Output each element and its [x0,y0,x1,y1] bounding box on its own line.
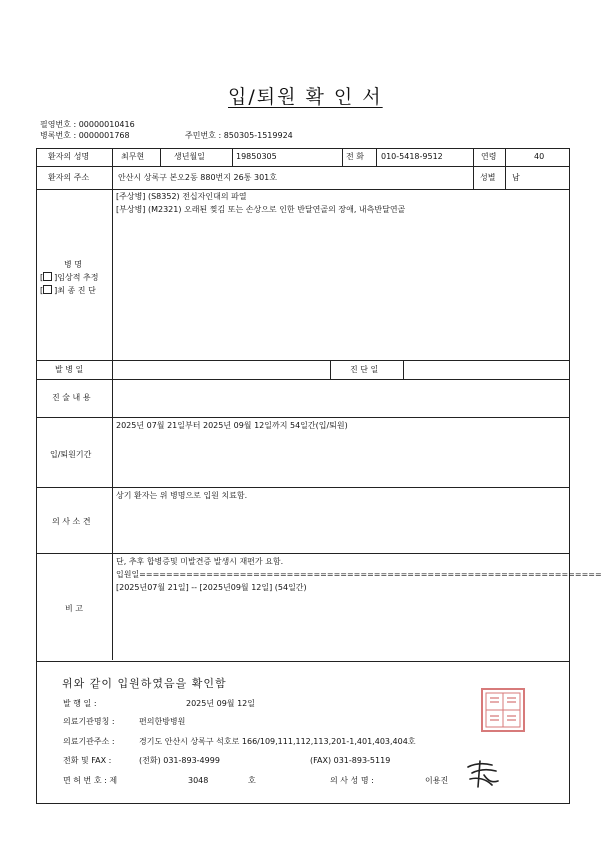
checkbox-estimate [43,272,52,281]
chart-number: 병록번호 : 0000001768 [40,131,130,140]
license-number-value: 3048 [188,776,209,785]
seal-icon [483,690,523,730]
remarks-line-1: 단, 추후 합병증및 미발견증 발생시 재편가 요함. [116,557,284,566]
diagnosis-date-label: 진 단 일 [350,365,379,374]
disease-label: 병 명 [64,260,82,269]
disease-line-2: [부상병] (M2321) 오래된 찢김 또는 손상으로 인한 반달연골의 장애, 내측반달연골 [116,205,406,214]
address-label: 환자의 주소 [48,173,90,182]
issue-date-value: 2025년 09월 12일 [186,699,255,708]
age-label: 연령 [481,152,497,161]
license-number-suffix: 호 [248,776,256,785]
issue-date-label: 발 행 일 : [63,699,97,708]
remarks-label: 비 고 [65,604,83,613]
age-value: 40 [534,152,545,161]
onset-date-label: 발 병 일 [55,365,84,374]
document-title: 입/퇴원 확 인 서 [228,86,383,108]
patient-name-value: 최무현 [121,152,145,161]
hospital-address-label: 의료기관주소 : [63,737,115,746]
doctor-opinion-label: 의 사 소 견 [52,517,91,526]
doctor-opinion-value: 상기 환자는 위 병명으로 입원 치료함. [116,491,248,500]
hospital-seal-stamp [481,688,525,732]
remarks-line-2: 입원일===================================================================== [116,570,602,579]
patient-name-label: 환자의 성명 [48,152,90,161]
sex-label: 성별 [480,173,496,182]
phone-fax-label: 전화 및 FAX : [63,756,112,765]
hospital-name-label: 의료기관명칭 : [63,717,115,726]
hospital-phone-value: (전화) 031-893-4999 [139,756,220,765]
registration-number: 필영번호 : 00000010416 [40,120,135,129]
license-number-label: 면 허 번 호 : 제 [63,776,118,785]
birth-date-label: 생년월일 [174,152,205,161]
birth-date-value: 19850305 [236,152,277,161]
clinical-estimate-option: [ ]임상적 추정 [40,273,99,282]
doctor-signature [462,757,502,795]
phone-label: 전 화 [346,152,364,161]
admission-period-label: 입/퇴원기간 [50,450,92,459]
final-diagnosis-option: [ ]최 종 진 단 [40,286,96,295]
doctor-name-label: 의 사 성 명 : [330,776,374,785]
phone-value: 010-5418-9512 [381,152,443,161]
hospital-fax-value: (FAX) 031-893-5119 [310,756,391,765]
sex-value: 남 [512,173,520,182]
disease-line-1: [주상병] (S8352) 전십자인대의 파열 [116,192,247,201]
hospital-address-value: 경기도 안산시 상록구 석호로 166/109,111,112,113,201-1,401,403,404호 [139,737,416,746]
confirmation-statement: 위와 같이 입원하였음을 확인함 [62,677,227,690]
treatment-label: 진 술 내 용 [52,393,91,402]
resident-number: 주민번호 : 850305-1519924 [185,131,293,140]
doctor-name-value: 이용진 [425,776,449,785]
address-value: 안산시 상록구 본오2동 880번지 26통 301호 [118,173,277,182]
remarks-line-3: [2025년07월 21일] -- [2025년09월 12일] (54일간) [116,583,307,592]
checkbox-final [43,285,52,294]
admission-period-value: 2025년 07월 21일부터 2025년 09월 12일까지 54일간(입/퇴원) [116,421,348,430]
hospital-name-value: 편의한방병원 [139,717,186,726]
